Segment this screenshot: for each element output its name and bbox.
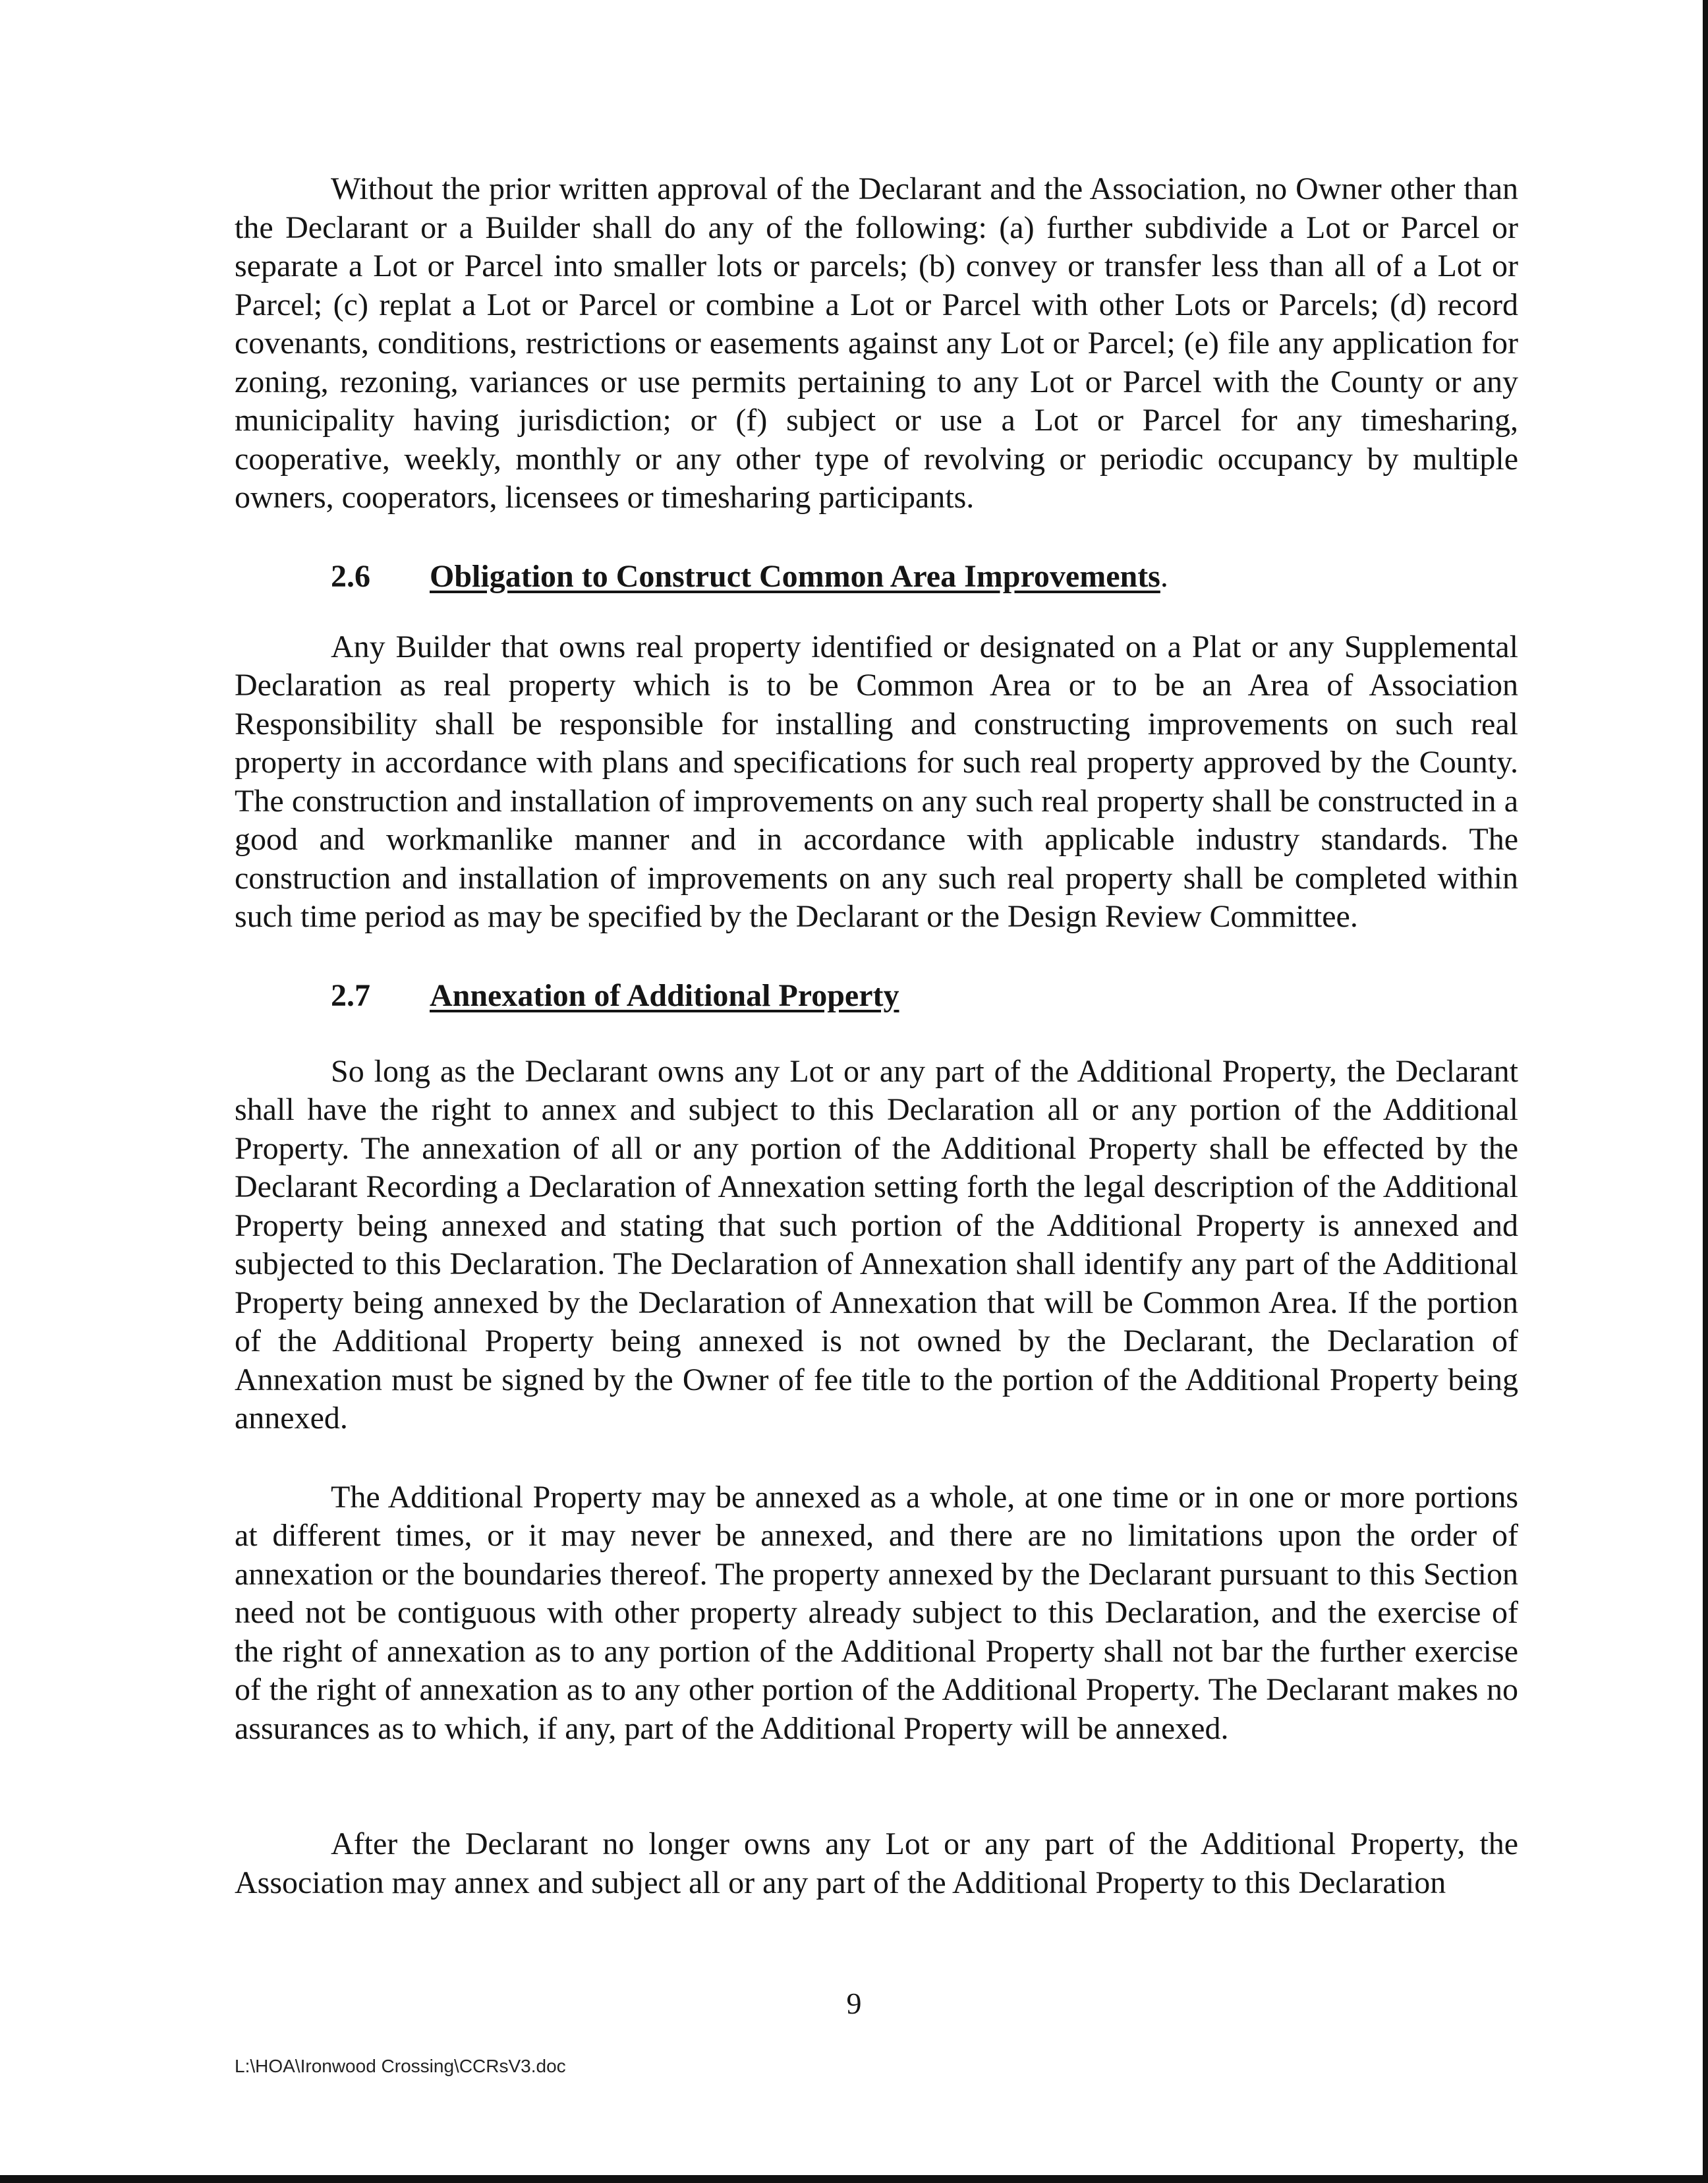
section-title: Obligation to Construct Common Area Improvements [430, 558, 1160, 594]
paragraph-association-annexation: After the Declarant no longer owns any Lot or any part of the Additional Property, the Association may annex and subject all or any part of the Additional Property to this Declaration [235, 1826, 1518, 1900]
section-heading-2-7 [235, 977, 1518, 1015]
section-title: Annexation of Additional Property [430, 977, 899, 1013]
section-heading-2-6 [235, 558, 1518, 596]
paragraph-subdivision-restrictions: Without the prior written approval of the Declarant and the Association, no Owner other than the Declarant or a Builder shall do any of the following: (a) further subdivide a Lot or Parcel or separate a Lot or Parcel into smaller lots or parcels; (b) convey or transfer less than all of a Lot or Parcel; (c) replat a Lot or Parcel or combine a Lot or Parcel with other Lots or Parcels; (d) record covenants, conditions, restrictions or easements against any Lot or Parcel; (e) file any application for zoning, rezoning, variances or use permits pertaining to any Lot or Parcel with the County or any municipality having jurisdiction; or (f) subject or use a Lot or Parcel for any timesharing, cooperative, weekly, monthly or any other type of revolving or periodic occupancy by multiple owners, cooperators, licensees or timesharing participants. [235, 171, 1518, 515]
document-body [235, 170, 1518, 1902]
section-title-punctuation: . [1160, 558, 1168, 594]
footer-file-path: L:\HOA\Ironwood Crossing\CCRsV3.doc [235, 2056, 566, 2076]
page-number: 9 [846, 1987, 862, 2020]
paragraph-annexation-portions: The Additional Property may be annexed as a whole, at one time or in one or more portions at different times, or it may never be annexed, and there are no limitations upon the order of annexation or the boundaries thereof. The property annexed by the Declarant pursuant to this Section need not be contiguous with other property already subject to this Declaration, and the exercise of the right of annexation as to any portion of the Additional Property shall not bar the further exercise of the right of annexation as to any other portion of the Additional Property. The Declarant makes no assurances as to which, if any, part of the Additional Property will be annexed. [235, 1479, 1518, 1746]
section-number: 2.7 [331, 977, 370, 1013]
paragraph-common-area-obligation: Any Builder that owns real property identified or designated on a Plat or any Supplemental Declaration as real property which is to be Common Area or to be an Area of Association Responsibility shall be responsible for installing and constructing improvements on such real property in accordance with plans and specifications for such real property approved by the County. The construction and installation of improvements on any such real property shall be constructed in a good and workmanlike manner and in accordance with applicable industry standards. The construction and installation of improvements on any such real property shall be completed within such time period as may be specified by the Declarant or the Design Review Committee. [235, 629, 1518, 934]
section-number: 2.6 [331, 558, 370, 594]
paragraph-annexation-right: So long as the Declarant owns any Lot or any part of the Additional Property, the Declarant shall have the right to annex and subject to this Declaration all or any portion of the Additional Property. The annexation of all or any portion of the Additional Property shall be effected by the Declarant Recording a Declaration of Annexation setting forth the legal description of the Additional Property being annexed and stating that such portion of the Additional Property is annexed and subjected to this Declaration. The Declaration of Annexation shall identify any part of the Additional Property being annexed by the Declaration of Annexation that will be Common Area. If the portion of the Additional Property being annexed is not owned by the Declarant, the Declaration of Annexation must be signed by the Owner of fee title to the portion of the Additional Property being annexed. [235, 1053, 1518, 1436]
